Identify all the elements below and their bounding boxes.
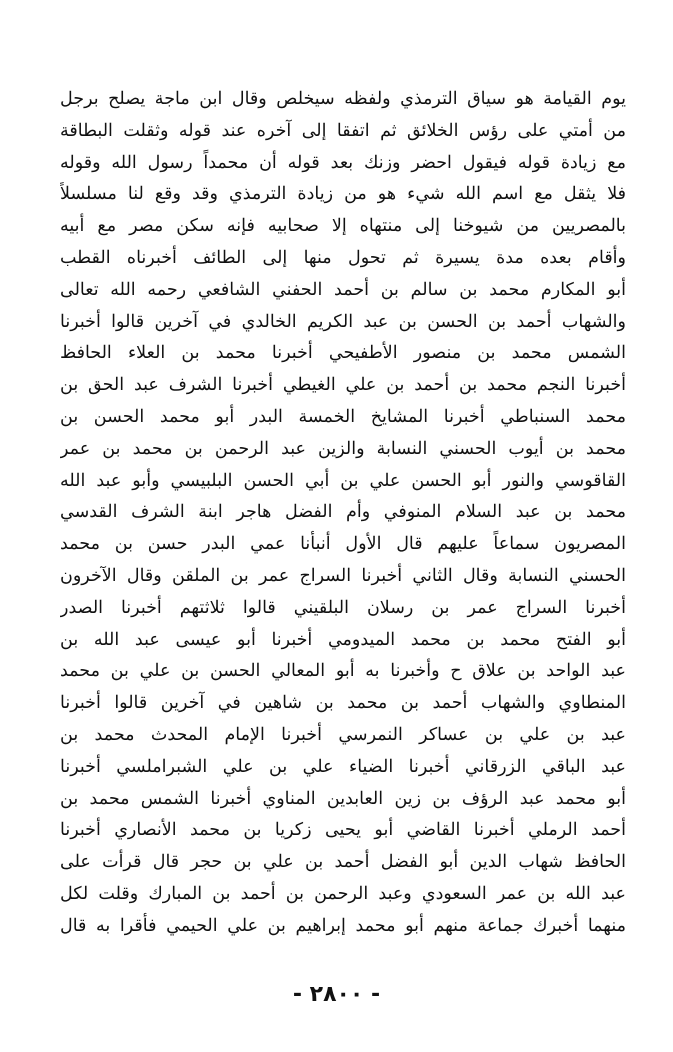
text-line: أخبرنا النجم محمد بن أحمد بن علي الغيطي أخبرنا الشرف عبد الحق بن [60,375,626,396]
text-line: عبد بن علي بن عساكر النمرسي أخبرنا الإمام المحدث محمد بن [60,724,626,745]
text-line: والشهاب أحمد بن الحسن بن عبد الكريم الخالدي في آخرين قالوا أخبرنا [60,311,626,332]
text-line: الشمس محمد بن منصور الأطفيحي أخبرنا محمد بن العلاء الحافظ [60,343,626,364]
text-line: عبد الله بن عمر السعودي وعبد الرحمن بن أحمد بن المبارك وقلت لكل [60,883,626,904]
text-line: منهما أخبرك جماعة منهم أبو محمد إبراهيم بن علي الحيمي فأقرا به قال [60,915,626,936]
text-line: الحسني النسابة وقال الثاني أخبرنا السراج عمر بن الملقن وقال الآخرون [60,565,626,586]
text-line: الحافظ شهاب الدين أبو الفضل أحمد بن علي بن حجر قال قرأت على [60,852,626,873]
text-line: أبو محمد عبد الرؤف بن زين العابدين المناوي أخبرنا الشمس محمد بن [60,788,626,809]
text-line: المنطاوي والشهاب أحمد بن محمد بن شاهين في آخرين قالوا أخبرنا [60,693,626,714]
text-line: محمد السنباطي أخبرنا المشايخ الخمسة البدر أبو محمد الحسن بن [60,406,626,427]
text-line: عبد الواحد بن علاق ح وأخبرنا به أبو المعالي الحسن بن علي بن محمد [60,661,626,682]
text-line: أبو المكارم محمد بن سالم بن أحمد الحفني الشافعي رحمه الله تعالى [60,279,626,300]
page-number: - ٢٨٠٠ - [292,982,381,1007]
text-line: عبد الباقي الزرقاني أخبرنا الضياء علي بن علي الشبراملسي أخبرنا [60,756,626,777]
text-line: مع زيادة قوله فيقول احضر وزنك بعد قوله أن محمداً رسول الله وقوله [60,152,626,173]
text-line: بالمصريين من شيوخنا إلى منتهاه إلا صحابيه فإنه سكن مصر مع أبيه [60,216,626,237]
text-line: وأقام بعده مدة يسيرة ثم تحول منها إلى الطائف أخبرناه القطب [60,247,626,268]
text-line: من أمتي على رؤس الخلائق ثم اتفقا إلى آخره عند قوله وثقلت البطاقة [60,120,626,141]
text-line: يوم القيامة هو سياق الترمذي ولفظه سيخلص وقال ابن ماجة يصلح برجل [60,89,626,109]
text-line: محمد بن عبد السلام المنوفي وأم الفضل هاجر ابنة الشرف القدسي [60,502,626,523]
text-line: أحمد الرملي أخبرنا القاضي أبو يحيى زكريا بن محمد الأنصاري أخبرنا [60,820,626,841]
text-line: القاقوسي والنور أبو الحسن علي بن أبي الحسن البلبيسي وأبو عبد الله [60,470,626,491]
text-line: المصريون سماعاً عليهم قال الأول أنبأنا عمي البدر حسن بن محمد [60,534,626,555]
body-text [60,84,626,943]
text-line: أبو الفتح محمد بن محمد الميدومي أخبرنا أبو عيسى عبد الله بن [60,629,626,650]
text-line: محمد بن أيوب الحسني النسابة والزين عبد الرحمن بن محمد بن عمر [60,438,626,459]
text-line: أخبرنا السراج عمر بن رسلان البلقيني قالوا ثلاثتهم أخبرنا الصدر [60,597,626,618]
text-line: فلا يثقل مع اسم الله شيء هو من زيادة الترمذي وقد وقع لنا مسلسلاً [60,184,626,205]
